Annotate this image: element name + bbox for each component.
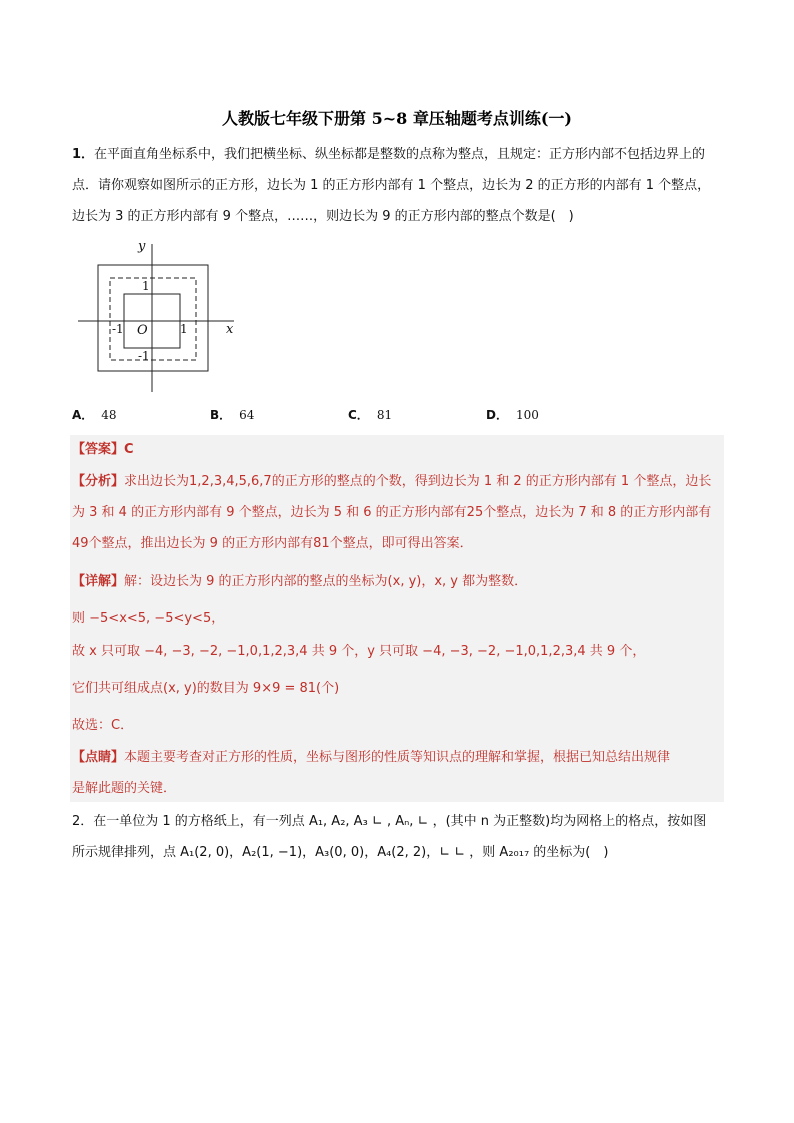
question-1 (72, 139, 722, 232)
detail-line-2: 则 −5<x<5, −5<y<5， (72, 611, 225, 626)
question-text: 在平面直角坐标系中，我们把横坐标、纵坐标都是整数的点称为整点，且规定：正方形内部不包括边界上的点．请你观察如图所示的正方形，边长为 1 的正方形内部有 1 个整点，边长为 2 的正方形的内部有 1 个整点，边长为 3 的正方形内部有 9 个整点，……，则边长为 9 的正方形内部的整点个数是( ) (72, 147, 711, 224)
question-number: 1． (72, 147, 95, 162)
choice-letter: B． (210, 408, 232, 422)
detail-line-5: 故选：C． (72, 718, 134, 733)
analysis-tag: 【分析】 (72, 474, 125, 489)
answer-row (72, 434, 724, 465)
choice-letter: A． (72, 408, 94, 422)
choice-a[interactable] (72, 406, 117, 423)
detail-tag: 【详解】 (72, 574, 125, 589)
question-2-line-2: 所示规律排列，点 A₁(2, 0)，A₂(1, −1)，A₃(0, 0)，A₄(2, 2)，∟ ∟ ，则 A₂₀₁₇ 的坐标为( ) (72, 845, 609, 860)
choice-c[interactable] (348, 406, 392, 423)
choice-letter: D． (486, 408, 508, 422)
detail-line-2-row (72, 603, 724, 634)
detail-line-5-row (72, 710, 724, 741)
choice-value: 81 (376, 408, 393, 422)
tick-neg-y: -1 (138, 349, 150, 363)
comment-tag: 【点睛】 (72, 750, 125, 765)
question-2 (72, 806, 722, 868)
comment-line-2-row (72, 773, 724, 804)
detail-line-3-row (72, 636, 724, 667)
y-axis-label: y (138, 239, 146, 254)
answer-value: C (124, 442, 134, 457)
choice-value: 64 (239, 408, 255, 422)
tick-pos-x: 1 (180, 322, 188, 336)
detail-row (72, 566, 724, 597)
detail-line-4: 它们共可组成点(x, y)的数目为 9×9 = 81(个) (72, 681, 340, 696)
comment-row (72, 742, 724, 773)
tick-neg-x: -1 (112, 322, 124, 336)
comment-line-2: 是解此题的关键． (72, 781, 177, 796)
comment-line-1: 本题主要考查对正方形的性质，坐标与图形的性质等知识点的理解和掌握，根据已知总结出规律 (124, 750, 671, 765)
question-2-line-1: 2．在一单位为 1 的方格纸上，有一列点 A₁, A₂, A₃ ∟ , Aₙ, ∟ ，(其中 n 为正整数)均为网格上的格点，按如图 (72, 814, 707, 829)
outer-square (98, 265, 208, 371)
detail-line-4-row (72, 673, 724, 704)
choice-value: 48 (101, 408, 117, 422)
choice-letter: C． (348, 408, 369, 422)
detail-line-1: 解：设边长为 9 的正方形内部的整点的坐标为(x, y)，x, y 都为整数． (124, 574, 528, 589)
origin-label: O (137, 323, 148, 338)
choice-b[interactable] (210, 406, 254, 423)
analysis-row (72, 466, 724, 559)
tick-pos-y: 1 (142, 279, 150, 293)
page-title: 人教版七年级下册第 5~8 章压轴题考点训练(一) (222, 109, 572, 128)
choice-d[interactable] (486, 406, 539, 423)
coordinate-figure (74, 236, 244, 396)
x-axis-label: x (226, 322, 234, 337)
detail-line-3: 故 x 只可取 −4, −3, −2, −1,0,1,2,3,4 共 9 个，y 只可取 −4, −3, −2, −1,0,1,2,3,4 共 9 个， (72, 644, 646, 659)
answer-tag: 【答案】 (72, 442, 125, 457)
analysis-text: 求出边长为1,2,3,4,5,6,7的正方形的整点的个数，得到边长为 1 和 2 的正方形内部有 1 个整点，边长为 3 和 4 的正方形内部有 9 个整点，边长为 5 和 6 的正方形内部有25个整点，边长为 7 和 8 的正方形内部有49个整点，推出边长为 9 的正方形内部有81个整点，即可得出答案． (72, 474, 712, 551)
choice-value: 100 (515, 408, 539, 422)
